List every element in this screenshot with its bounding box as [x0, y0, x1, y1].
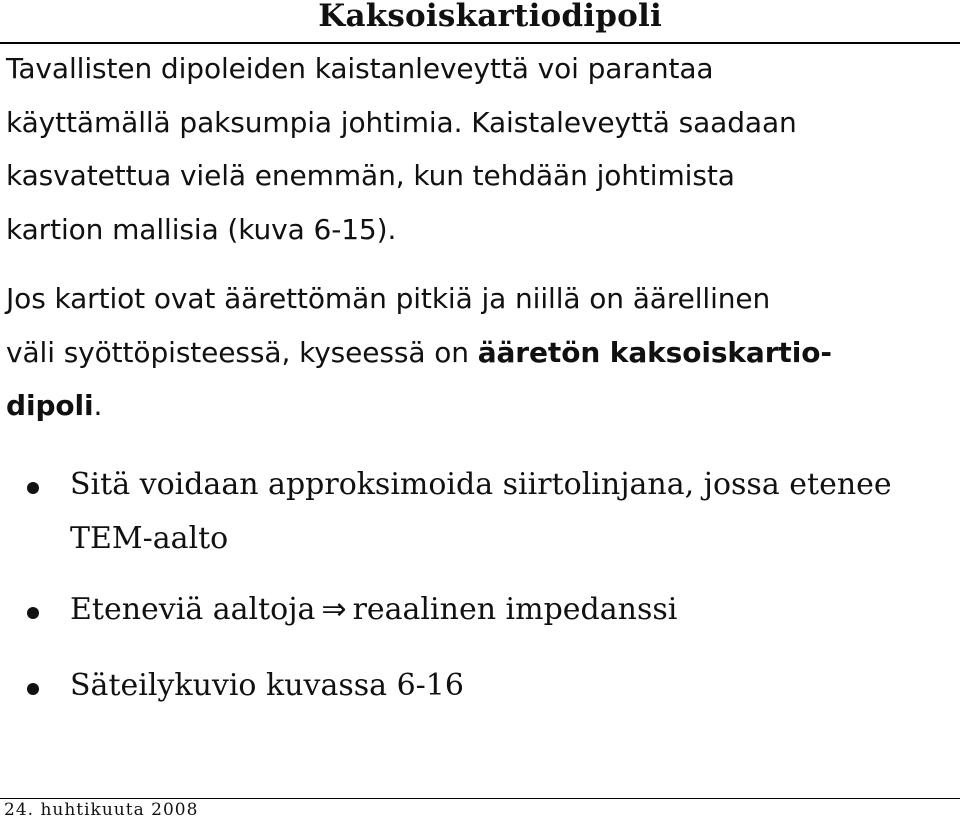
- intro-line-4: kartion mallisia (kuva 6-15).: [6, 212, 397, 246]
- definition-line-3-end: .: [93, 389, 103, 422]
- footer-date: 24. huhtikuuta 2008: [4, 800, 199, 820]
- definition-paragraph: [6, 272, 958, 433]
- bullet-dot-icon: [27, 607, 39, 619]
- bullet-text-before-arrow: Eteneviä aaltoja: [70, 592, 316, 627]
- implies-arrow-icon: ⇒: [321, 592, 347, 627]
- bullet-text: Säteilykuvio kuvassa 6-16: [70, 668, 464, 703]
- bullet-dot-icon: [27, 482, 39, 494]
- definition-line-2: [6, 326, 958, 380]
- intro-paragraph: [6, 42, 958, 256]
- definition-line-2-text: väli syöttöpisteessä, kyseessä on: [6, 335, 478, 369]
- bullet-dot-icon: [27, 683, 39, 695]
- bullet-text-line-2: TEM-aalto: [70, 521, 229, 556]
- bullet-text: [70, 458, 892, 566]
- bullet-text-line-1: Sitä voidaan approksimoida siirtolinjana, jossa etenee: [70, 467, 892, 502]
- bullet-text-after-arrow: reaalinen impedanssi: [352, 592, 678, 627]
- footer-rule: [0, 798, 960, 799]
- term-highlight-part-2: dipoli: [6, 389, 94, 422]
- intro-line-2: käyttämällä paksumpia johtimia. Kaistaleveyttä saadaan: [6, 105, 797, 139]
- term-highlight-part-1: ääretön kaksoiskartio-: [477, 335, 832, 369]
- intro-line-1: Tavallisten dipoleiden kaistanleveyttä voi parantaa: [6, 52, 714, 85]
- bullet-text: [70, 583, 677, 637]
- intro-line-3: kasvatettua vielä enemmän, kun tehdään johtimista: [6, 159, 735, 192]
- definition-line-1: Jos kartiot ovat äärettömän pitkiä ja niillä on äärellinen: [6, 282, 771, 315]
- slide-title: Kaksoiskartiodipoli: [318, 0, 662, 34]
- definition-line-3: [6, 379, 958, 433]
